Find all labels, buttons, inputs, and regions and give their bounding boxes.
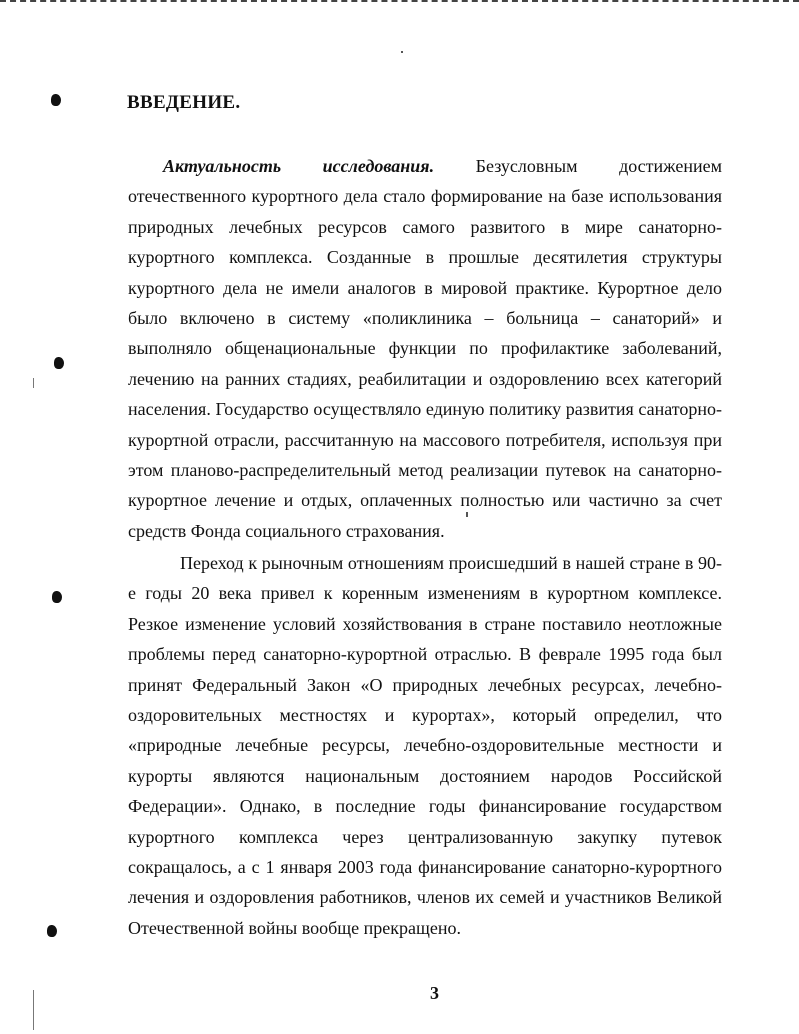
scan-top-edge	[0, 0, 799, 5]
binding-hole-mark	[52, 591, 62, 603]
paragraph-lead: Актуальность исследования.	[163, 156, 435, 176]
scan-margin-mark	[33, 990, 34, 1030]
page-number: 3	[430, 983, 439, 1003]
paragraph-text: Безусловным достижением отечественного курортного дела стало формирование на базе использования природных лечебных ресурсов самого развитого в мире санаторно-курортного комплекса. Созданные в прошлые десятилетия структуры курортного дела не имели аналогов в мировой практике. Курортное дело было включено в систему «поликлиника – больница – санаторий» и выполняло общенациональные функции по профилактике заболеваний, лечению на ранних стадиях, реабилитации и оздоровлению всех категорий населения. Государство осуществляло единую политику развития санаторно-курортной отрасли, рассчитанную на массового потребителя, используя при этом планово-распределительный метод реализации путевок на санаторно-курортное лечение и отдых, оплаченных полностью или частично за счет средств Фонда социального страхования.	[128, 156, 723, 541]
binding-hole-mark	[54, 357, 64, 369]
section-heading: ВВЕДЕНИЕ.	[127, 92, 241, 113]
scan-speck	[401, 51, 403, 53]
scan-margin-mark	[33, 378, 34, 388]
paragraph-relevance	[128, 151, 722, 546]
binding-hole-mark	[51, 94, 61, 106]
paragraph-market-transition	[128, 548, 722, 943]
binding-hole-mark	[47, 925, 57, 937]
paragraph-text: Переход к рыночным отношениям происшедший в нашей стране в 90-е годы 20 века привел к коренным изменениям в курортном комплексе. Резкое изменение условий хозяйствования в стране поставило неотложные проблемы перед санаторно-курортной отраслью. В феврале 1995 года был принят Федеральный Закон «О природных лечебных ресурсах, лечебно-оздоровительных местностях и курортах», который определил, что «природные лечебные ресурсы, лечебно-оздоровительные местности и курорты являются национальным достоянием народов Российской Федерации». Однако, в последние годы финансирование государством курортного комплекса через централизованную закупку путевок сокращалось, а с 1 января 2003 года финансирование санаторно-курортного лечения и оздоровления работников, членов их семей и участников Великой Отечественной войны вообще прекращено.	[128, 553, 722, 938]
